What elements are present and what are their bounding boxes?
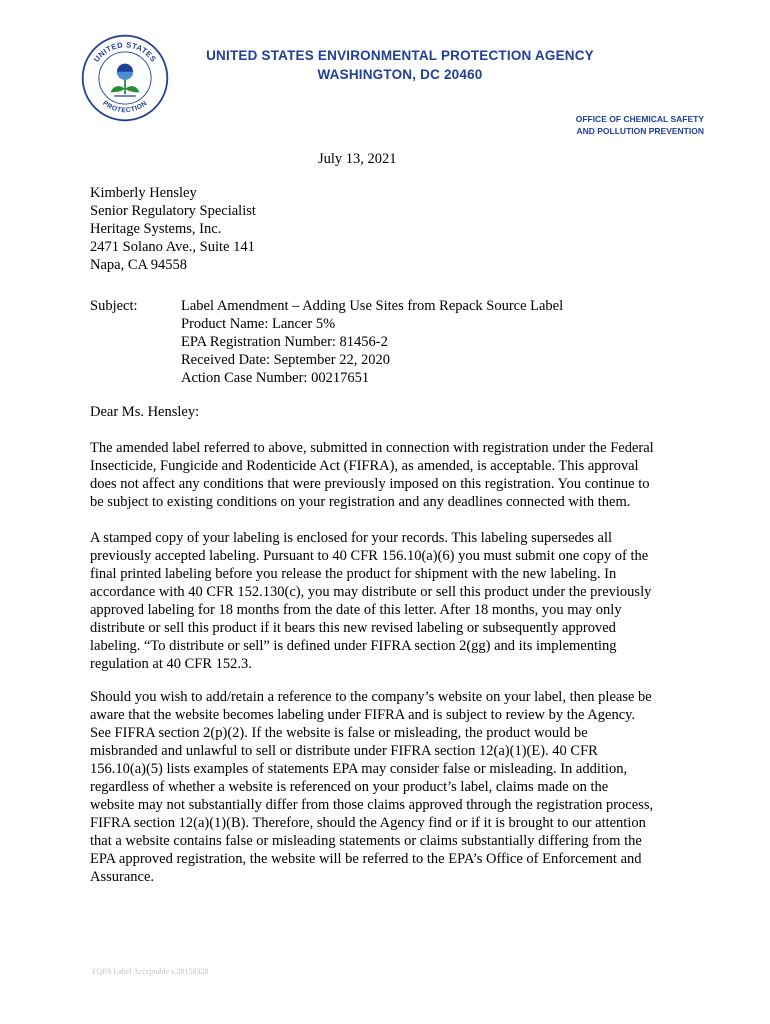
salutation: Dear Ms. Hensley: (90, 404, 200, 420)
text-line: that a website contains false or misleading statements or claims substantially differing from the (90, 833, 642, 849)
office-name-line2: AND POLLUTION PREVENTION (576, 126, 704, 136)
text-line: accordance with 40 CFR 152.130(c), you may distribute or sell this product under the previously (90, 584, 652, 600)
text-line: See FIFRA section 2(p)(2). If the website is false or misleading, the product would be (90, 725, 588, 741)
subject-block (181, 297, 563, 387)
text-line: final printed labeling before you release the product for shipment with the new labeling. In (90, 566, 617, 582)
agency-name: UNITED STATES ENVIRONMENTAL PROTECTION AGENCY (206, 48, 594, 63)
recipient-line: Heritage Systems, Inc. (90, 221, 222, 237)
text-line: FIFRA section 12(a)(1)(B). Therefore, should the Agency find or if it is brought to our attention (90, 815, 646, 831)
subject-line: Product Name: Lancer 5% (181, 316, 336, 332)
text-line: previously accepted labeling. Pursuant to 40 CFR 156.10(a)(6) you must submit one copy of the (90, 548, 649, 564)
recipient-line: Senior Regulatory Specialist (90, 203, 256, 219)
text-line: be subject to existing conditions on your registration and any deadlines connected with them. (90, 494, 631, 510)
text-line: misbranded and unlawful to sell or distribute under FIFRA section 12(a)(1)(E). 40 CFR (90, 743, 598, 759)
letter-date: July 13, 2021 (318, 151, 397, 167)
text-line: The amended label referred to above, submitted in connection with registration under the Federal (90, 440, 654, 456)
text-line: Insecticide, Fungicide and Rodenticide Act (FIFRA), as amended, is acceptable. This approval (90, 458, 639, 474)
paragraph-3 (90, 688, 684, 886)
text-line: A stamped copy of your labeling is enclosed for your records. This labeling supersedes all (90, 530, 613, 546)
text-line: labeling. “To distribute or sell” is defined under FIFRA section 2(gg) and its implementing (90, 638, 617, 654)
svg-text:UNITED STATES: UNITED STATES (91, 40, 159, 64)
text-line: EPA approved registration, the website will be referred to the EPA’s Office of Enforcement and (90, 851, 642, 867)
recipient-line: 2471 Solano Ave., Suite 141 (90, 239, 255, 255)
agency-location: WASHINGTON, DC 20460 (317, 67, 483, 82)
text-line: regardless of whether a website is referenced on your product’s label, claims made on the (90, 779, 609, 795)
subject-label: Subject: (90, 298, 138, 314)
paragraph-1 (90, 439, 684, 511)
subject-line: Action Case Number: 00217651 (181, 370, 370, 386)
subject-line: EPA Registration Number: 81456-2 (181, 334, 388, 350)
text-line: regulation at 40 CFR 152.3. (90, 656, 252, 672)
text-line: distribute or sell this product if it bears this new revised labeling or subsequently approved (90, 620, 616, 636)
recipient-line: Kimberly Hensley (90, 185, 197, 201)
svg-text:PROTECTION: PROTECTION (101, 99, 149, 115)
text-line: does not affect any conditions that were previously imposed on this registration. You continue to (90, 476, 650, 492)
text-line: website may not substantially differ from those claims approved through the registration process, (90, 797, 654, 813)
text-line: approved labeling for 18 months from the date of this letter. After 18 months, you may only (90, 602, 622, 618)
footer-note: FQPA Label Acceptable v.20150320 (92, 967, 209, 976)
office-name-line1: OFFICE OF CHEMICAL SAFETY (575, 114, 704, 124)
text-line: 156.10(a)(5) lists examples of statements EPA may consider false or misleading. In addition, (90, 761, 628, 777)
text-line: aware that the website becomes labeling under FIFRA and is subject to review by the Agency. (90, 707, 636, 723)
text-line: Should you wish to add/retain a reference to the company’s website on your label, then please be (90, 689, 652, 705)
paragraph-2 (90, 529, 684, 673)
text-line: Assurance. (90, 869, 155, 885)
recipient-address (90, 184, 256, 274)
subject-line: Label Amendment – Adding Use Sites from Repack Source Label (181, 298, 564, 314)
subject-line: Received Date: September 22, 2020 (181, 352, 390, 368)
recipient-line: Napa, CA 94558 (90, 257, 188, 273)
